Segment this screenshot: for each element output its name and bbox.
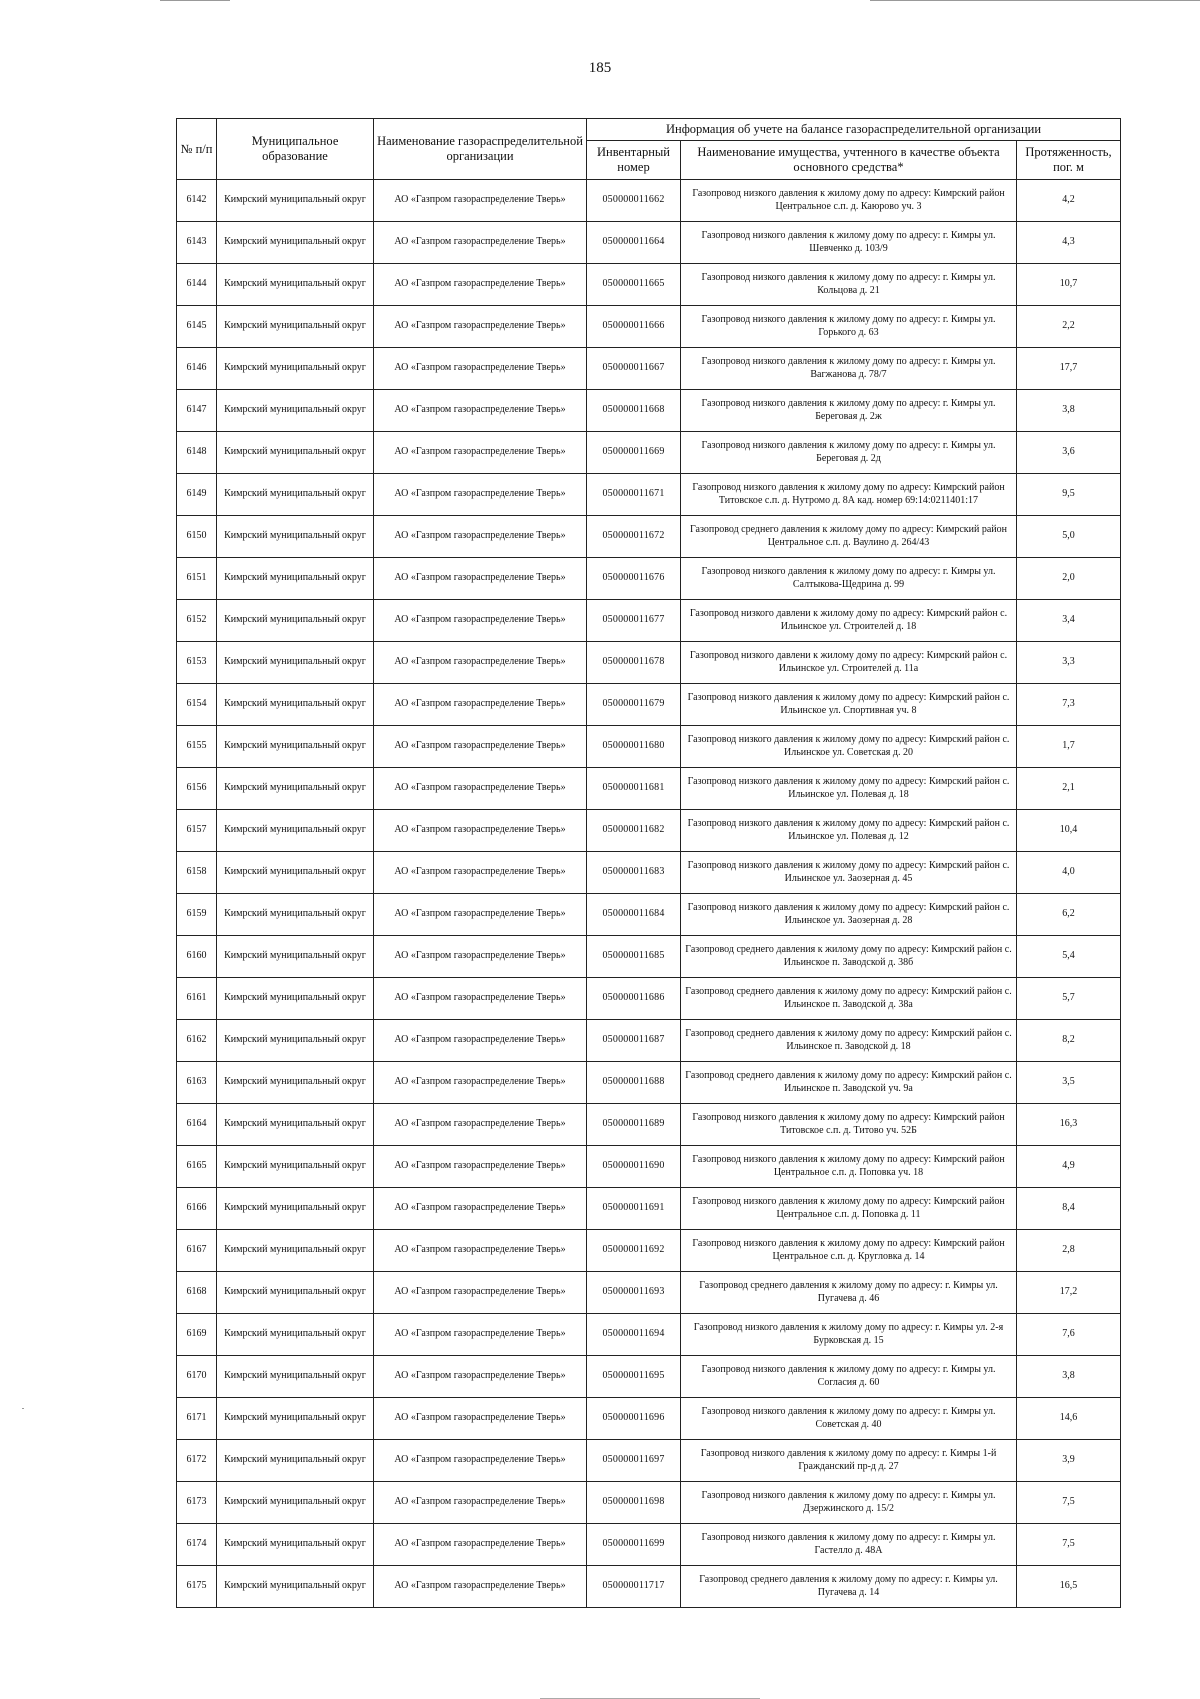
cell-organization: АО «Газпром газораспределение Тверь»: [374, 936, 587, 978]
table-row: [177, 1062, 1121, 1104]
cell-municipality: Кимрский муниципальный округ: [217, 642, 374, 684]
cell-number: 6145: [177, 306, 217, 348]
cell-organization: АО «Газпром газораспределение Тверь»: [374, 222, 587, 264]
cell-length: 16,3: [1017, 1104, 1121, 1146]
cell-organization: АО «Газпром газораспределение Тверь»: [374, 810, 587, 852]
cell-number: 6156: [177, 768, 217, 810]
cell-organization: АО «Газпром газораспределение Тверь»: [374, 978, 587, 1020]
cell-organization: АО «Газпром газораспределение Тверь»: [374, 894, 587, 936]
cell-number: 6157: [177, 810, 217, 852]
cell-inventory-number: 050000011688: [587, 1062, 681, 1104]
cell-number: 6161: [177, 978, 217, 1020]
cell-inventory-number: 050000011672: [587, 516, 681, 558]
header-property-name: Наименование имущества, учтенного в качестве объекта основного средства*: [681, 141, 1017, 180]
cell-number: 6151: [177, 558, 217, 600]
cell-organization: АО «Газпром газораспределение Тверь»: [374, 306, 587, 348]
cell-municipality: Кимрский муниципальный округ: [217, 684, 374, 726]
cell-municipality: Кимрский муниципальный округ: [217, 264, 374, 306]
cell-municipality: Кимрский муниципальный округ: [217, 1230, 374, 1272]
table-row: [177, 642, 1121, 684]
cell-number: 6144: [177, 264, 217, 306]
table-row: [177, 516, 1121, 558]
table-row: [177, 1230, 1121, 1272]
cell-length: 9,5: [1017, 474, 1121, 516]
cell-inventory-number: 050000011681: [587, 768, 681, 810]
table-row: [177, 1356, 1121, 1398]
cell-property-name: Газопровод низкого давления к жилому дому по адресу: г. Кимры ул. Шевченко д. 103/9: [681, 222, 1017, 264]
cell-inventory-number: 050000011687: [587, 1020, 681, 1062]
cell-municipality: Кимрский муниципальный округ: [217, 1398, 374, 1440]
cell-organization: АО «Газпром газораспределение Тверь»: [374, 516, 587, 558]
cell-municipality: Кимрский муниципальный округ: [217, 1482, 374, 1524]
cell-organization: АО «Газпром газораспределение Тверь»: [374, 1272, 587, 1314]
cell-length: 4,3: [1017, 222, 1121, 264]
cell-inventory-number: 050000011692: [587, 1230, 681, 1272]
cell-organization: АО «Газпром газораспределение Тверь»: [374, 180, 587, 222]
cell-number: 6146: [177, 348, 217, 390]
cell-inventory-number: 050000011691: [587, 1188, 681, 1230]
cell-inventory-number: 050000011666: [587, 306, 681, 348]
table-row: [177, 852, 1121, 894]
cell-organization: АО «Газпром газораспределение Тверь»: [374, 432, 587, 474]
cell-organization: АО «Газпром газораспределение Тверь»: [374, 1314, 587, 1356]
table-row: [177, 180, 1121, 222]
header-organization: Наименование газораспределительной организации: [374, 119, 587, 180]
cell-inventory-number: 050000011685: [587, 936, 681, 978]
cell-property-name: Газопровод низкого давлени к жилому дому по адресу: Кимрский район с. Ильинское ул. Строителей д. 11а: [681, 642, 1017, 684]
table-row: [177, 978, 1121, 1020]
table-row: [177, 348, 1121, 390]
cell-municipality: Кимрский муниципальный округ: [217, 390, 374, 432]
cell-length: 10,7: [1017, 264, 1121, 306]
cell-property-name: Газопровод низкого давления к жилому дому по адресу: Кимрский район с. Ильинское ул. Полевая д. 12: [681, 810, 1017, 852]
cell-number: 6160: [177, 936, 217, 978]
cell-length: 2,8: [1017, 1230, 1121, 1272]
cell-number: 6164: [177, 1104, 217, 1146]
cell-organization: АО «Газпром газораспределение Тверь»: [374, 348, 587, 390]
cell-inventory-number: 050000011695: [587, 1356, 681, 1398]
table-row: [177, 1482, 1121, 1524]
table-row: [177, 768, 1121, 810]
cell-property-name: Газопровод низкого давления к жилому дому по адресу: г. Кимры ул. Горького д. 63: [681, 306, 1017, 348]
cell-organization: АО «Газпром газораспределение Тверь»: [374, 558, 587, 600]
cell-length: 6,2: [1017, 894, 1121, 936]
cell-inventory-number: 050000011679: [587, 684, 681, 726]
cell-property-name: Газопровод низкого давления к жилому дому по адресу: г. Кимры ул. 2-я Бурковская д. 15: [681, 1314, 1017, 1356]
cell-organization: АО «Газпром газораспределение Тверь»: [374, 1062, 587, 1104]
table-row: [177, 684, 1121, 726]
table-row: [177, 1146, 1121, 1188]
cell-property-name: Газопровод среднего давления к жилому дому по адресу: г. Кимры ул. Пугачева д. 14: [681, 1566, 1017, 1608]
cell-inventory-number: 050000011665: [587, 264, 681, 306]
cell-municipality: Кимрский муниципальный округ: [217, 600, 374, 642]
cell-number: 6154: [177, 684, 217, 726]
cell-property-name: Газопровод среднего давления к жилому дому по адресу: Кимрский район с. Ильинское п. Заводской д. 38а: [681, 978, 1017, 1020]
cell-property-name: Газопровод низкого давления к жилому дому по адресу: Кимрский район с. Ильинское ул. Полевая д. 18: [681, 768, 1017, 810]
cell-inventory-number: 050000011682: [587, 810, 681, 852]
cell-length: 10,4: [1017, 810, 1121, 852]
cell-property-name: Газопровод низкого давления к жилому дому по адресу: Кимрский район Центральное с.п. д. Поповка д. 11: [681, 1188, 1017, 1230]
cell-number: 6172: [177, 1440, 217, 1482]
header-municipality: Муниципальное образование: [217, 119, 374, 180]
cell-municipality: Кимрский муниципальный округ: [217, 1314, 374, 1356]
cell-municipality: Кимрский муниципальный округ: [217, 516, 374, 558]
cell-inventory-number: 050000011677: [587, 600, 681, 642]
cell-organization: АО «Газпром газораспределение Тверь»: [374, 1398, 587, 1440]
margin-mark: [22, 1408, 24, 1409]
cell-length: 4,2: [1017, 180, 1121, 222]
cell-length: 16,5: [1017, 1566, 1121, 1608]
page-number: 185: [588, 60, 612, 76]
cell-inventory-number: 050000011689: [587, 1104, 681, 1146]
table-row: [177, 1020, 1121, 1062]
top-edge-rule-right: [870, 0, 1200, 1]
table-row: [177, 1104, 1121, 1146]
table-row: [177, 600, 1121, 642]
cell-municipality: Кимрский муниципальный округ: [217, 1356, 374, 1398]
cell-length: 8,4: [1017, 1188, 1121, 1230]
cell-length: 3,4: [1017, 600, 1121, 642]
cell-municipality: Кимрский муниципальный округ: [217, 894, 374, 936]
cell-property-name: Газопровод низкого давления к жилому дому по адресу: г. Кимры ул. Береговая д. 2д: [681, 432, 1017, 474]
cell-organization: АО «Газпром газораспределение Тверь»: [374, 1482, 587, 1524]
cell-inventory-number: 050000011668: [587, 390, 681, 432]
cell-organization: АО «Газпром газораспределение Тверь»: [374, 1020, 587, 1062]
cell-municipality: Кимрский муниципальный округ: [217, 936, 374, 978]
cell-inventory-number: 050000011667: [587, 348, 681, 390]
cell-municipality: Кимрский муниципальный округ: [217, 306, 374, 348]
cell-organization: АО «Газпром газораспределение Тверь»: [374, 684, 587, 726]
cell-number: 6170: [177, 1356, 217, 1398]
cell-inventory-number: 050000011694: [587, 1314, 681, 1356]
cell-organization: АО «Газпром газораспределение Тверь»: [374, 1356, 587, 1398]
cell-municipality: Кимрский муниципальный округ: [217, 1440, 374, 1482]
cell-property-name: Газопровод среднего давления к жилому дому по адресу: Кимрский район с. Ильинское п. Заводской д. 18: [681, 1020, 1017, 1062]
cell-property-name: Газопровод среднего давления к жилому дому по адресу: Кимрский район Центральное с.п. д. Ваулино д. 264/43: [681, 516, 1017, 558]
cell-municipality: Кимрский муниципальный округ: [217, 1020, 374, 1062]
table-row: [177, 474, 1121, 516]
cell-municipality: Кимрский муниципальный округ: [217, 180, 374, 222]
cell-inventory-number: 050000011662: [587, 180, 681, 222]
table-row: [177, 894, 1121, 936]
cell-inventory-number: 050000011717: [587, 1566, 681, 1608]
gas-pipeline-table: [176, 118, 1121, 1608]
cell-length: 3,6: [1017, 432, 1121, 474]
cell-property-name: Газопровод низкого давления к жилому дому по адресу: г. Кимры ул. Дзержинского д. 15/2: [681, 1482, 1017, 1524]
cell-length: 4,9: [1017, 1146, 1121, 1188]
cell-property-name: Газопровод низкого давления к жилому дому по адресу: Кимрский район с. Ильинское ул. Заозерная д. 28: [681, 894, 1017, 936]
cell-length: 3,9: [1017, 1440, 1121, 1482]
cell-inventory-number: 050000011696: [587, 1398, 681, 1440]
cell-property-name: Газопровод низкого давления к жилому дому по адресу: Кимрский район с. Ильинское ул. Советская д. 20: [681, 726, 1017, 768]
cell-number: 6158: [177, 852, 217, 894]
cell-inventory-number: 050000011690: [587, 1146, 681, 1188]
cell-organization: АО «Газпром газораспределение Тверь»: [374, 642, 587, 684]
cell-property-name: Газопровод низкого давления к жилому дому по адресу: г. Кимры ул. Гастелло д. 48А: [681, 1524, 1017, 1566]
cell-number: 6152: [177, 600, 217, 642]
cell-organization: АО «Газпром газораспределение Тверь»: [374, 1524, 587, 1566]
cell-number: 6142: [177, 180, 217, 222]
table-row: [177, 1314, 1121, 1356]
cell-inventory-number: 050000011698: [587, 1482, 681, 1524]
cell-municipality: Кимрский муниципальный округ: [217, 978, 374, 1020]
cell-municipality: Кимрский муниципальный округ: [217, 1062, 374, 1104]
cell-property-name: Газопровод низкого давления к жилому дому по адресу: г. Кимры ул. Советская д. 40: [681, 1398, 1017, 1440]
cell-length: 7,5: [1017, 1482, 1121, 1524]
cell-length: 7,3: [1017, 684, 1121, 726]
table-row: [177, 306, 1121, 348]
cell-number: 6175: [177, 1566, 217, 1608]
cell-inventory-number: 050000011683: [587, 852, 681, 894]
cell-municipality: Кимрский муниципальный округ: [217, 432, 374, 474]
cell-organization: АО «Газпром газораспределение Тверь»: [374, 264, 587, 306]
cell-number: 6143: [177, 222, 217, 264]
cell-property-name: Газопровод низкого давления к жилому дому по адресу: Кимрский район Титовское с.п. д. Нутромо д. 8А кад. номер 69:14:0211401:17: [681, 474, 1017, 516]
cell-municipality: Кимрский муниципальный округ: [217, 1272, 374, 1314]
cell-number: 6149: [177, 474, 217, 516]
cell-municipality: Кимрский муниципальный округ: [217, 1524, 374, 1566]
cell-property-name: Газопровод низкого давления к жилому дому по адресу: г. Кимры ул. Вагжанова д. 78/7: [681, 348, 1017, 390]
cell-number: 6153: [177, 642, 217, 684]
cell-number: 6159: [177, 894, 217, 936]
cell-inventory-number: 050000011699: [587, 1524, 681, 1566]
cell-organization: АО «Газпром газораспределение Тверь»: [374, 1440, 587, 1482]
cell-inventory-number: 050000011676: [587, 558, 681, 600]
cell-number: 6168: [177, 1272, 217, 1314]
cell-number: 6163: [177, 1062, 217, 1104]
top-edge-rule-left: [160, 0, 230, 1]
cell-property-name: Газопровод низкого давления к жилому дому по адресу: г. Кимры ул. Салтыкова-Щедрина д. 99: [681, 558, 1017, 600]
cell-property-name: Газопровод низкого давления к жилому дому по адресу: Кимрский район с. Ильинское ул. Спортивная уч. 8: [681, 684, 1017, 726]
cell-number: 6167: [177, 1230, 217, 1272]
cell-property-name: Газопровод низкого давления к жилому дому по адресу: г. Кимры ул. Береговая д. 2ж: [681, 390, 1017, 432]
header-num: № п/п: [177, 119, 217, 180]
cell-organization: АО «Газпром газораспределение Тверь»: [374, 1188, 587, 1230]
cell-property-name: Газопровод низкого давлени к жилому дому по адресу: Кимрский район с. Ильинское ул. Строителей д. 18: [681, 600, 1017, 642]
cell-municipality: Кимрский муниципальный округ: [217, 1146, 374, 1188]
cell-property-name: Газопровод низкого давления к жилому дому по адресу: Кимрский район Титовское с.п. д. Титово уч. 52Б: [681, 1104, 1017, 1146]
cell-length: 14,6: [1017, 1398, 1121, 1440]
table-row: [177, 936, 1121, 978]
cell-organization: АО «Газпром газораспределение Тверь»: [374, 1230, 587, 1272]
cell-number: 6155: [177, 726, 217, 768]
header-length: Протяженность, пог. м: [1017, 141, 1121, 180]
cell-number: 6147: [177, 390, 217, 432]
table-row: [177, 1440, 1121, 1482]
cell-inventory-number: 050000011664: [587, 222, 681, 264]
cell-inventory-number: 050000011669: [587, 432, 681, 474]
cell-property-name: Газопровод низкого давления к жилому дому по адресу: Кимрский район Центральное с.п. д. Каюрово уч. 3: [681, 180, 1017, 222]
cell-number: 6162: [177, 1020, 217, 1062]
cell-municipality: Кимрский муниципальный округ: [217, 348, 374, 390]
cell-number: 6148: [177, 432, 217, 474]
table-row: [177, 432, 1121, 474]
cell-number: 6165: [177, 1146, 217, 1188]
cell-organization: АО «Газпром газораспределение Тверь»: [374, 1566, 587, 1608]
cell-organization: АО «Газпром газораспределение Тверь»: [374, 852, 587, 894]
cell-number: 6173: [177, 1482, 217, 1524]
cell-length: 3,8: [1017, 390, 1121, 432]
cell-organization: АО «Газпром газораспределение Тверь»: [374, 600, 587, 642]
header-inventory-number: Инвентарный номер: [587, 141, 681, 180]
cell-length: 2,1: [1017, 768, 1121, 810]
cell-length: 3,5: [1017, 1062, 1121, 1104]
cell-municipality: Кимрский муниципальный округ: [217, 768, 374, 810]
cell-property-name: Газопровод низкого давления к жилому дому по адресу: г. Кимры 1-й Гражданский пр-д д. 27: [681, 1440, 1017, 1482]
cell-length: 17,2: [1017, 1272, 1121, 1314]
cell-organization: АО «Газпром газораспределение Тверь»: [374, 726, 587, 768]
cell-length: 8,2: [1017, 1020, 1121, 1062]
cell-number: 6166: [177, 1188, 217, 1230]
cell-length: 4,0: [1017, 852, 1121, 894]
cell-municipality: Кимрский муниципальный округ: [217, 852, 374, 894]
cell-length: 5,4: [1017, 936, 1121, 978]
table-row: [177, 1566, 1121, 1608]
cell-length: 17,7: [1017, 348, 1121, 390]
cell-length: 2,0: [1017, 558, 1121, 600]
cell-property-name: Газопровод среднего давления к жилому дому по адресу: Кимрский район с. Ильинское п. Заводской уч. 9а: [681, 1062, 1017, 1104]
cell-property-name: Газопровод среднего давления к жилому дому по адресу: Кимрский район с. Ильинское п. Заводской д. 38б: [681, 936, 1017, 978]
cell-inventory-number: 050000011684: [587, 894, 681, 936]
table-body: [177, 180, 1121, 1608]
cell-length: 3,8: [1017, 1356, 1121, 1398]
cell-length: 2,2: [1017, 306, 1121, 348]
cell-organization: АО «Газпром газораспределение Тверь»: [374, 768, 587, 810]
cell-inventory-number: 050000011693: [587, 1272, 681, 1314]
table-row: [177, 558, 1121, 600]
table-row: [177, 1524, 1121, 1566]
cell-municipality: Кимрский муниципальный округ: [217, 222, 374, 264]
cell-length: 7,5: [1017, 1524, 1121, 1566]
table-row: [177, 810, 1121, 852]
cell-number: 6150: [177, 516, 217, 558]
cell-property-name: Газопровод низкого давления к жилому дому по адресу: Кимрский район Центральное с.п. д. Поповка уч. 18: [681, 1146, 1017, 1188]
cell-length: 5,0: [1017, 516, 1121, 558]
cell-municipality: Кимрский муниципальный округ: [217, 1104, 374, 1146]
cell-length: 5,7: [1017, 978, 1121, 1020]
cell-property-name: Газопровод низкого давления к жилому дому по адресу: г. Кимры ул. Кольцова д. 21: [681, 264, 1017, 306]
cell-organization: АО «Газпром газораспределение Тверь»: [374, 390, 587, 432]
cell-inventory-number: 050000011678: [587, 642, 681, 684]
cell-property-name: Газопровод среднего давления к жилому дому по адресу: г. Кимры ул. Пугачева д. 46: [681, 1272, 1017, 1314]
cell-municipality: Кимрский муниципальный округ: [217, 726, 374, 768]
cell-number: 6171: [177, 1398, 217, 1440]
cell-inventory-number: 050000011680: [587, 726, 681, 768]
header-balance-info: Информация об учете на балансе газораспределительной организации: [587, 119, 1121, 141]
cell-property-name: Газопровод низкого давления к жилому дому по адресу: Кимрский район Центральное с.п. д. Кругловка д. 14: [681, 1230, 1017, 1272]
cell-property-name: Газопровод низкого давления к жилому дому по адресу: Кимрский район с. Ильинское ул. Заозерная д. 45: [681, 852, 1017, 894]
cell-length: 3,3: [1017, 642, 1121, 684]
cell-property-name: Газопровод низкого давления к жилому дому по адресу: г. Кимры ул. Согласия д. 60: [681, 1356, 1017, 1398]
table-row: [177, 390, 1121, 432]
table-row: [177, 1398, 1121, 1440]
cell-inventory-number: 050000011686: [587, 978, 681, 1020]
cell-municipality: Кимрский муниципальный округ: [217, 1188, 374, 1230]
cell-number: 6174: [177, 1524, 217, 1566]
table-row: [177, 222, 1121, 264]
cell-length: 7,6: [1017, 1314, 1121, 1356]
cell-inventory-number: 050000011697: [587, 1440, 681, 1482]
table-row: [177, 1272, 1121, 1314]
table-row: [177, 1188, 1121, 1230]
cell-organization: АО «Газпром газораспределение Тверь»: [374, 1104, 587, 1146]
table-row: [177, 726, 1121, 768]
cell-number: 6169: [177, 1314, 217, 1356]
cell-municipality: Кимрский муниципальный округ: [217, 1566, 374, 1608]
cell-inventory-number: 050000011671: [587, 474, 681, 516]
cell-length: 1,7: [1017, 726, 1121, 768]
cell-organization: АО «Газпром газораспределение Тверь»: [374, 474, 587, 516]
table-row: [177, 264, 1121, 306]
cell-municipality: Кимрский муниципальный округ: [217, 474, 374, 516]
cell-municipality: Кимрский муниципальный округ: [217, 810, 374, 852]
cell-organization: АО «Газпром газораспределение Тверь»: [374, 1146, 587, 1188]
cell-municipality: Кимрский муниципальный округ: [217, 558, 374, 600]
